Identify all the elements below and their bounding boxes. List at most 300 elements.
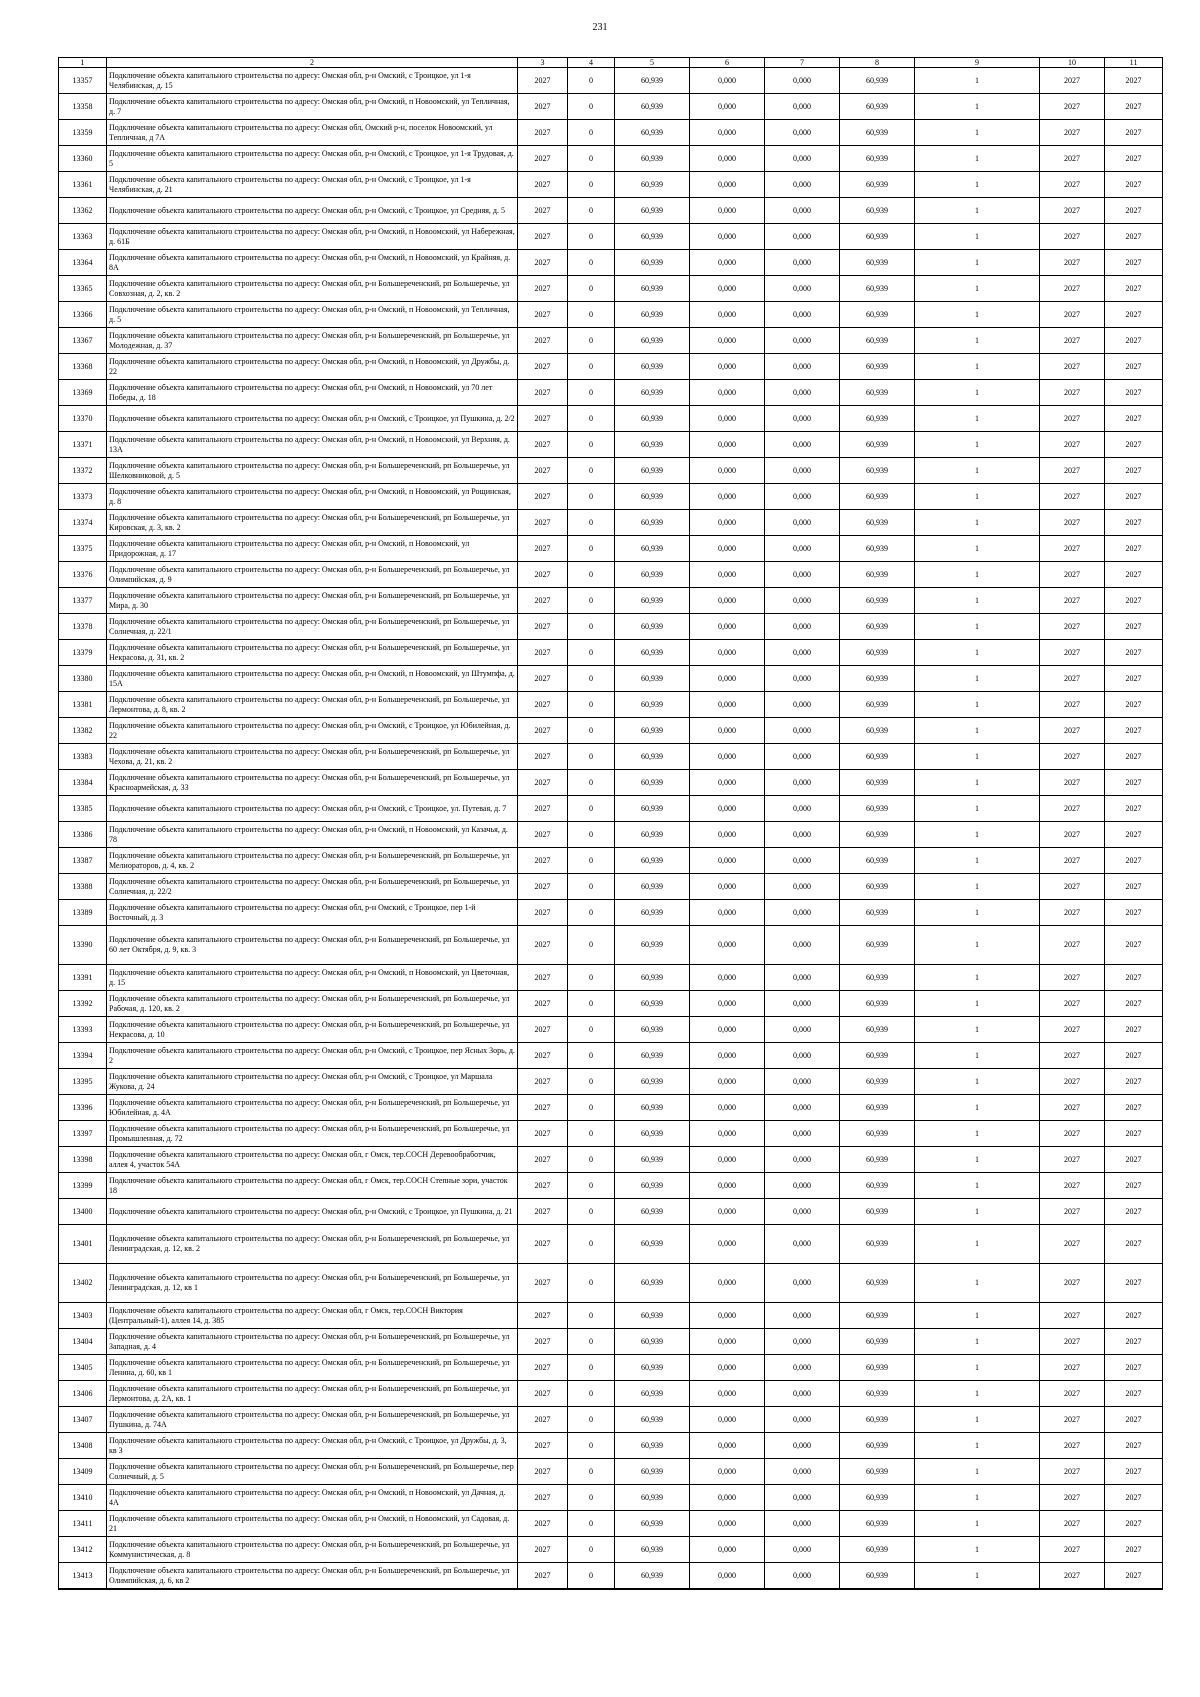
table-row (59, 926, 1163, 965)
column-number-4: 4 (568, 58, 615, 68)
col-3-value: 2027 (518, 1043, 568, 1069)
col-6-value: 0,000 (690, 1381, 765, 1407)
page-number: 231 (592, 22, 608, 33)
col-9-value: 1 (915, 1563, 1040, 1590)
col-8-value: 60,939 (840, 1069, 915, 1095)
row-number: 13387 (59, 848, 107, 874)
col-11-value: 2027 (1105, 510, 1163, 536)
row-number: 13394 (59, 1043, 107, 1069)
col-9-value: 1 (915, 250, 1040, 276)
col-4-value: 0 (568, 1381, 615, 1407)
col-6-value: 0,000 (690, 848, 765, 874)
row-number: 13393 (59, 1017, 107, 1043)
col-5-value: 60,939 (615, 1459, 690, 1485)
connection-description: Подключение объекта капитального строительства по адресу: Омская обл, р-н Большереченский, рп Большеречье, ул Рабочая, д. 120, кв. 2 (107, 991, 518, 1017)
table-row (59, 692, 1163, 718)
col-8-value: 60,939 (840, 874, 915, 900)
row-number: 13403 (59, 1303, 107, 1329)
col-10-value: 2027 (1040, 120, 1105, 146)
col-7-value: 0,000 (765, 874, 840, 900)
col-8-value: 60,939 (840, 1433, 915, 1459)
connection-description: Подключение объекта капитального строительства по адресу: Омская обл, р-н Омский, п Новоомский, ул Верхняя, д. 13А (107, 432, 518, 458)
col-7-value: 0,000 (765, 848, 840, 874)
col-8-value: 60,939 (840, 328, 915, 354)
row-number: 13360 (59, 146, 107, 172)
col-3-value: 2027 (518, 926, 568, 965)
col-3-value: 2027 (518, 328, 568, 354)
row-number: 13405 (59, 1355, 107, 1381)
col-7-value: 0,000 (765, 1459, 840, 1485)
col-11-value: 2027 (1105, 276, 1163, 302)
row-number: 13382 (59, 718, 107, 744)
col-10-value: 2027 (1040, 1407, 1105, 1433)
col-7-value: 0,000 (765, 198, 840, 224)
col-8-value: 60,939 (840, 744, 915, 770)
connection-description: Подключение объекта капитального строительства по адресу: Омская обл, р-н Большереченский, рп Большеречье, ул Некрасова, д. 10 (107, 1017, 518, 1043)
col-8-value: 60,939 (840, 1407, 915, 1433)
col-5-value: 60,939 (615, 1264, 690, 1303)
col-5-value: 60,939 (615, 796, 690, 822)
col-6-value: 0,000 (690, 640, 765, 666)
col-3-value: 2027 (518, 1199, 568, 1225)
col-11-value: 2027 (1105, 1095, 1163, 1121)
connection-description: Подключение объекта капитального строительства по адресу: Омская обл, р-н Омский, с Троицкое, ул 1-я Трудовая, д. 5 (107, 146, 518, 172)
col-5-value: 60,939 (615, 614, 690, 640)
col-11-value: 2027 (1105, 1121, 1163, 1147)
col-6-value: 0,000 (690, 484, 765, 510)
connection-description: Подключение объекта капитального строительства по адресу: Омская обл, р-н Большереченский, рп Большеречье, ул Солнечная, д. 22/1 (107, 614, 518, 640)
col-9-value: 1 (915, 380, 1040, 406)
row-number: 13409 (59, 1459, 107, 1485)
table-row (59, 406, 1163, 432)
col-7-value: 0,000 (765, 536, 840, 562)
row-number: 13404 (59, 1329, 107, 1355)
col-7-value: 0,000 (765, 666, 840, 692)
col-3-value: 2027 (518, 510, 568, 536)
col-6-value: 0,000 (690, 900, 765, 926)
connection-description: Подключение объекта капитального строительства по адресу: Омская обл, р-н Большереченский, рп Большеречье, ул Западная, д. 4 (107, 1329, 518, 1355)
col-9-value: 1 (915, 1043, 1040, 1069)
col-3-value: 2027 (518, 1225, 568, 1264)
col-7-value: 0,000 (765, 900, 840, 926)
col-9-value: 1 (915, 1225, 1040, 1264)
col-6-value: 0,000 (690, 822, 765, 848)
col-6-value: 0,000 (690, 458, 765, 484)
col-5-value: 60,939 (615, 302, 690, 328)
col-8-value: 60,939 (840, 1563, 915, 1590)
col-9-value: 1 (915, 146, 1040, 172)
connection-description: Подключение объекта капитального строительства по адресу: Омская обл, р-н Большереченский, рп Большеречье, ул Совхозная, д. 2, кв. 2 (107, 276, 518, 302)
connection-description: Подключение объекта капитального строительства по адресу: Омская обл, р-н Омский, с Троицкое, ул Маршала Жукова, д. 24 (107, 1069, 518, 1095)
column-number-7: 7 (765, 58, 840, 68)
col-5-value: 60,939 (615, 1511, 690, 1537)
col-7-value: 0,000 (765, 1264, 840, 1303)
col-6-value: 0,000 (690, 1043, 765, 1069)
col-5-value: 60,939 (615, 380, 690, 406)
col-4-value: 0 (568, 1355, 615, 1381)
col-7-value: 0,000 (765, 770, 840, 796)
col-5-value: 60,939 (615, 432, 690, 458)
col-4-value: 0 (568, 1173, 615, 1199)
table-row (59, 484, 1163, 510)
col-6-value: 0,000 (690, 1225, 765, 1264)
col-9-value: 1 (915, 1199, 1040, 1225)
col-4-value: 0 (568, 380, 615, 406)
col-4-value: 0 (568, 1095, 615, 1121)
col-5-value: 60,939 (615, 926, 690, 965)
col-8-value: 60,939 (840, 1147, 915, 1173)
column-number-9: 9 (915, 58, 1040, 68)
col-5-value: 60,939 (615, 965, 690, 991)
col-7-value: 0,000 (765, 458, 840, 484)
col-10-value: 2027 (1040, 328, 1105, 354)
col-5-value: 60,939 (615, 406, 690, 432)
col-5-value: 60,939 (615, 666, 690, 692)
connection-description: Подключение объекта капитального строительства по адресу: Омская обл, р-н Омский, с Троицкое, ул Пушкина, д. 2/2 (107, 406, 518, 432)
col-5-value: 60,939 (615, 1537, 690, 1563)
col-5-value: 60,939 (615, 822, 690, 848)
col-5-value: 60,939 (615, 874, 690, 900)
col-11-value: 2027 (1105, 900, 1163, 926)
col-9-value: 1 (915, 484, 1040, 510)
col-3-value: 2027 (518, 1173, 568, 1199)
col-4-value: 0 (568, 1199, 615, 1225)
col-6-value: 0,000 (690, 276, 765, 302)
col-10-value: 2027 (1040, 406, 1105, 432)
col-6-value: 0,000 (690, 432, 765, 458)
col-4-value: 0 (568, 718, 615, 744)
col-8-value: 60,939 (840, 484, 915, 510)
row-number: 13367 (59, 328, 107, 354)
col-6-value: 0,000 (690, 172, 765, 198)
col-10-value: 2027 (1040, 666, 1105, 692)
col-10-value: 2027 (1040, 1563, 1105, 1590)
col-11-value: 2027 (1105, 1017, 1163, 1043)
col-9-value: 1 (915, 1173, 1040, 1199)
col-9-value: 1 (915, 1407, 1040, 1433)
col-8-value: 60,939 (840, 1537, 915, 1563)
col-4-value: 0 (568, 666, 615, 692)
row-number: 13362 (59, 198, 107, 224)
table-row (59, 302, 1163, 328)
col-8-value: 60,939 (840, 965, 915, 991)
row-number: 13378 (59, 614, 107, 640)
col-11-value: 2027 (1105, 1355, 1163, 1381)
table-row (59, 1407, 1163, 1433)
col-7-value: 0,000 (765, 1173, 840, 1199)
col-7-value: 0,000 (765, 588, 840, 614)
col-5-value: 60,939 (615, 991, 690, 1017)
connection-description: Подключение объекта капитального строительства по адресу: Омская обл, р-н Омский, п Новоомский, ул Казачья, д. 78 (107, 822, 518, 848)
col-5-value: 60,939 (615, 1147, 690, 1173)
col-9-value: 1 (915, 458, 1040, 484)
connection-description: Подключение объекта капитального строительства по адресу: Омская обл, р-н Большереченский, рп Большеречье, ул Мелиораторов, д. 4, кв. 2 (107, 848, 518, 874)
table-row (59, 458, 1163, 484)
col-10-value: 2027 (1040, 1459, 1105, 1485)
col-6-value: 0,000 (690, 614, 765, 640)
col-10-value: 2027 (1040, 926, 1105, 965)
col-5-value: 60,939 (615, 1303, 690, 1329)
row-number: 13396 (59, 1095, 107, 1121)
col-6-value: 0,000 (690, 770, 765, 796)
connection-description: Подключение объекта капитального строительства по адресу: Омская обл, р-н Омский, с Троицкое, пер Ясных Зорь, д. 2 (107, 1043, 518, 1069)
table-row (59, 1511, 1163, 1537)
col-3-value: 2027 (518, 1069, 568, 1095)
col-11-value: 2027 (1105, 562, 1163, 588)
col-5-value: 60,939 (615, 1017, 690, 1043)
connection-description: Подключение объекта капитального строительства по адресу: Омская обл, г Омск, тер.СОСН Деревообработчик, аллея 4, участок 54А (107, 1147, 518, 1173)
col-10-value: 2027 (1040, 1355, 1105, 1381)
col-10-value: 2027 (1040, 640, 1105, 666)
col-10-value: 2027 (1040, 874, 1105, 900)
col-4-value: 0 (568, 1485, 615, 1511)
col-3-value: 2027 (518, 1511, 568, 1537)
col-6-value: 0,000 (690, 1355, 765, 1381)
col-10-value: 2027 (1040, 965, 1105, 991)
col-10-value: 2027 (1040, 172, 1105, 198)
col-8-value: 60,939 (840, 562, 915, 588)
col-7-value: 0,000 (765, 1017, 840, 1043)
col-7-value: 0,000 (765, 1537, 840, 1563)
col-3-value: 2027 (518, 1121, 568, 1147)
col-10-value: 2027 (1040, 1329, 1105, 1355)
col-3-value: 2027 (518, 1017, 568, 1043)
col-7-value: 0,000 (765, 926, 840, 965)
col-9-value: 1 (915, 822, 1040, 848)
col-8-value: 60,939 (840, 146, 915, 172)
col-6-value: 0,000 (690, 302, 765, 328)
col-7-value: 0,000 (765, 1433, 840, 1459)
col-8-value: 60,939 (840, 1121, 915, 1147)
col-8-value: 60,939 (840, 94, 915, 120)
row-number: 13374 (59, 510, 107, 536)
connection-description: Подключение объекта капитального строительства по адресу: Омская обл, р-н Большереченский, рп Большеречье, ул Пушкина, д. 74А (107, 1407, 518, 1433)
col-7-value: 0,000 (765, 640, 840, 666)
col-5-value: 60,939 (615, 198, 690, 224)
col-4-value: 0 (568, 172, 615, 198)
col-3-value: 2027 (518, 666, 568, 692)
table-row (59, 1303, 1163, 1329)
connection-description: Подключение объекта капитального строительства по адресу: Омская обл, р-н Большереченский, рп Большеречье, ул Молодежная, д. 37 (107, 328, 518, 354)
col-10-value: 2027 (1040, 302, 1105, 328)
col-10-value: 2027 (1040, 510, 1105, 536)
connection-description: Подключение объекта капитального строительства по адресу: Омская обл, р-н Омский, с Троицкое, ул Юбилейная, д. 22 (107, 718, 518, 744)
col-7-value: 0,000 (765, 965, 840, 991)
col-9-value: 1 (915, 1069, 1040, 1095)
col-9-value: 1 (915, 1264, 1040, 1303)
col-4-value: 0 (568, 614, 615, 640)
row-number: 13392 (59, 991, 107, 1017)
col-8-value: 60,939 (840, 276, 915, 302)
col-9-value: 1 (915, 1355, 1040, 1381)
col-6-value: 0,000 (690, 1303, 765, 1329)
col-9-value: 1 (915, 276, 1040, 302)
col-9-value: 1 (915, 1017, 1040, 1043)
row-number: 13384 (59, 770, 107, 796)
col-7-value: 0,000 (765, 991, 840, 1017)
col-8-value: 60,939 (840, 1303, 915, 1329)
row-number: 13363 (59, 224, 107, 250)
col-8-value: 60,939 (840, 406, 915, 432)
col-11-value: 2027 (1105, 406, 1163, 432)
col-5-value: 60,939 (615, 770, 690, 796)
col-3-value: 2027 (518, 1264, 568, 1303)
col-7-value: 0,000 (765, 484, 840, 510)
col-8-value: 60,939 (840, 380, 915, 406)
table-row (59, 1225, 1163, 1264)
col-8-value: 60,939 (840, 1264, 915, 1303)
col-9-value: 1 (915, 536, 1040, 562)
table-row (59, 250, 1163, 276)
col-8-value: 60,939 (840, 666, 915, 692)
connection-description: Подключение объекта капитального строительства по адресу: Омская обл, р-н Омский, п Новоомский, ул Придорожная, д. 17 (107, 536, 518, 562)
col-11-value: 2027 (1105, 172, 1163, 198)
col-5-value: 60,939 (615, 1485, 690, 1511)
col-6-value: 0,000 (690, 510, 765, 536)
col-6-value: 0,000 (690, 1433, 765, 1459)
col-6-value: 0,000 (690, 744, 765, 770)
col-8-value: 60,939 (840, 1355, 915, 1381)
col-3-value: 2027 (518, 250, 568, 276)
col-4-value: 0 (568, 562, 615, 588)
table-row (59, 1355, 1163, 1381)
col-10-value: 2027 (1040, 848, 1105, 874)
table-row (59, 432, 1163, 458)
column-number-5: 5 (615, 58, 690, 68)
row-number: 13379 (59, 640, 107, 666)
col-6-value: 0,000 (690, 718, 765, 744)
col-8-value: 60,939 (840, 250, 915, 276)
col-10-value: 2027 (1040, 588, 1105, 614)
col-10-value: 2027 (1040, 1511, 1105, 1537)
column-number-6: 6 (690, 58, 765, 68)
col-8-value: 60,939 (840, 848, 915, 874)
connection-description: Подключение объекта капитального строительства по адресу: Омская обл, р-н Омский, п Новоомский, ул Тепличная, д. 7 (107, 94, 518, 120)
col-11-value: 2027 (1105, 1433, 1163, 1459)
col-8-value: 60,939 (840, 510, 915, 536)
col-6-value: 0,000 (690, 1069, 765, 1095)
table-row (59, 744, 1163, 770)
col-5-value: 60,939 (615, 1069, 690, 1095)
col-11-value: 2027 (1105, 744, 1163, 770)
table-row (59, 1264, 1163, 1303)
col-5-value: 60,939 (615, 1225, 690, 1264)
column-number-8: 8 (840, 58, 915, 68)
col-10-value: 2027 (1040, 1069, 1105, 1095)
col-3-value: 2027 (518, 588, 568, 614)
col-10-value: 2027 (1040, 770, 1105, 796)
col-4-value: 0 (568, 1433, 615, 1459)
col-3-value: 2027 (518, 1355, 568, 1381)
col-3-value: 2027 (518, 640, 568, 666)
connection-description: Подключение объекта капитального строительства по адресу: Омская обл, р-н Большереченский, рп Большеречье, ул Ленинградская, д. 12, кв 1 (107, 1264, 518, 1303)
col-10-value: 2027 (1040, 484, 1105, 510)
connection-description: Подключение объекта капитального строительства по адресу: Омская обл, р-н Большереченский, рп Большеречье, ул Некрасова, д. 31, кв. 2 (107, 640, 518, 666)
col-5-value: 60,939 (615, 94, 690, 120)
col-10-value: 2027 (1040, 796, 1105, 822)
col-10-value: 2027 (1040, 1225, 1105, 1264)
col-5-value: 60,939 (615, 1121, 690, 1147)
col-10-value: 2027 (1040, 900, 1105, 926)
connection-description: Подключение объекта капитального строительства по адресу: Омская обл, р-н Омский, п Новоомский, ул Цветочная, д. 15 (107, 965, 518, 991)
row-number: 13413 (59, 1563, 107, 1590)
col-10-value: 2027 (1040, 822, 1105, 848)
col-10-value: 2027 (1040, 1147, 1105, 1173)
connection-description: Подключение объекта капитального строительства по адресу: Омская обл, р-н Омский, п Новоомский, ул Крайняя, д. 8А (107, 250, 518, 276)
col-3-value: 2027 (518, 120, 568, 146)
col-8-value: 60,939 (840, 718, 915, 744)
col-9-value: 1 (915, 1381, 1040, 1407)
connection-description: Подключение объекта капитального строительства по адресу: Омская обл, р-н Омский, п Новоомский, ул Набережная, д. 61Б (107, 224, 518, 250)
col-6-value: 0,000 (690, 1511, 765, 1537)
table-row (59, 510, 1163, 536)
col-11-value: 2027 (1105, 94, 1163, 120)
table-row (59, 848, 1163, 874)
table-row (59, 1433, 1163, 1459)
col-7-value: 0,000 (765, 380, 840, 406)
col-8-value: 60,939 (840, 68, 915, 94)
col-9-value: 1 (915, 1511, 1040, 1537)
col-6-value: 0,000 (690, 666, 765, 692)
col-11-value: 2027 (1105, 146, 1163, 172)
col-3-value: 2027 (518, 900, 568, 926)
connection-description: Подключение объекта капитального строительства по адресу: Омская обл, р-н Омский, п Новоомский, ул Дачная, д. 4А (107, 1485, 518, 1511)
col-4-value: 0 (568, 1043, 615, 1069)
col-3-value: 2027 (518, 380, 568, 406)
col-4-value: 0 (568, 302, 615, 328)
row-number: 13380 (59, 666, 107, 692)
row-number: 13370 (59, 406, 107, 432)
connection-description: Подключение объекта капитального строительства по адресу: Омская обл, р-н Омский, с Троицкое, ул 1-я Челябинская, д. 15 (107, 68, 518, 94)
col-4-value: 0 (568, 1511, 615, 1537)
col-3-value: 2027 (518, 770, 568, 796)
table-row (59, 68, 1163, 94)
col-11-value: 2027 (1105, 68, 1163, 94)
col-10-value: 2027 (1040, 1095, 1105, 1121)
col-11-value: 2027 (1105, 1173, 1163, 1199)
col-8-value: 60,939 (840, 1511, 915, 1537)
col-9-value: 1 (915, 198, 1040, 224)
col-9-value: 1 (915, 1303, 1040, 1329)
col-4-value: 0 (568, 1121, 615, 1147)
table-row (59, 120, 1163, 146)
table-row (59, 1485, 1163, 1511)
row-number: 13395 (59, 1069, 107, 1095)
col-3-value: 2027 (518, 302, 568, 328)
col-9-value: 1 (915, 1329, 1040, 1355)
col-8-value: 60,939 (840, 1043, 915, 1069)
col-6-value: 0,000 (690, 1017, 765, 1043)
col-10-value: 2027 (1040, 1303, 1105, 1329)
table-row (59, 1459, 1163, 1485)
col-11-value: 2027 (1105, 302, 1163, 328)
col-11-value: 2027 (1105, 380, 1163, 406)
row-number: 13399 (59, 1173, 107, 1199)
row-number: 13357 (59, 68, 107, 94)
table-row (59, 380, 1163, 406)
col-6-value: 0,000 (690, 198, 765, 224)
col-7-value: 0,000 (765, 406, 840, 432)
col-6-value: 0,000 (690, 406, 765, 432)
col-3-value: 2027 (518, 1459, 568, 1485)
connection-description: Подключение объекта капитального строительства по адресу: Омская обл, р-н Омский, п Новоомский, ул Штумпфа, д. 15А (107, 666, 518, 692)
col-10-value: 2027 (1040, 250, 1105, 276)
table-row (59, 146, 1163, 172)
connection-description: Подключение объекта капитального строительства по адресу: Омская обл, р-н Омский, п Новоомский, ул Тепличная, д. 5 (107, 302, 518, 328)
col-8-value: 60,939 (840, 432, 915, 458)
col-4-value: 0 (568, 406, 615, 432)
table-row (59, 640, 1163, 666)
